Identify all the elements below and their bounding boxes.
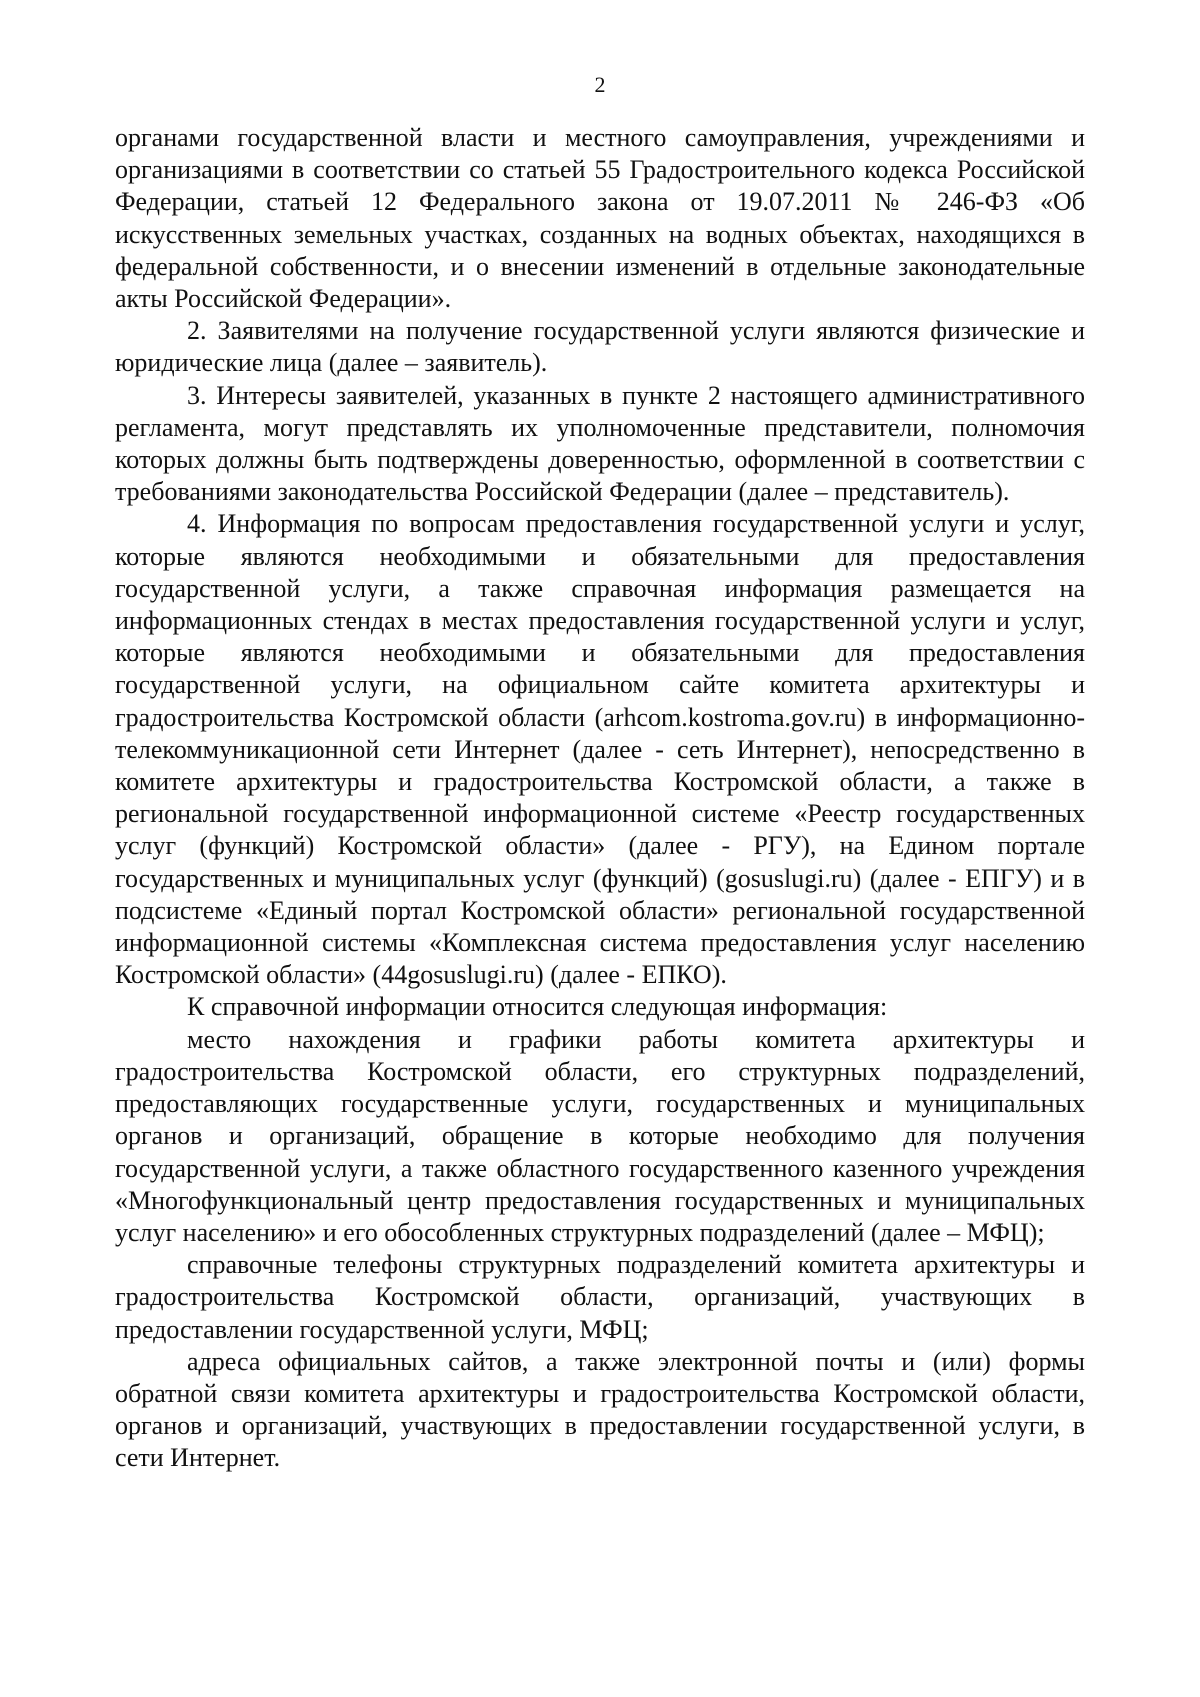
paragraph-continuation: органами государственной власти и местного самоуправления, учреждениями и организациями в соответствии со статьей 55 Градостроительного кодекса Российской Федерации, статьей 12 Федерального закона от 19.07.2011 № 246-ФЗ «Об искусственных земельных участках, созданных на водных объектах, находящихся в федеральной собственности, и о внесении изменений в отдельные законодательные акты Российской Федерации». [115, 123, 1085, 314]
paragraph-reference-phones: справочные телефоны структурных подразделений комитета архитектуры и градостроительства Костромской области, организаций, участвующих в предоставлении государственной услуги, МФЦ; [115, 1250, 1085, 1344]
page-number: 2 [594, 72, 606, 97]
paragraph-location-schedule: место нахождения и графики работы комитета архитектуры и градостроительства Костромской области, его структурных подразделений, предоставляющих государственные услуги, государственных и муниципальных органов и организаций, обращение в которые необходимо для получения государственной услуги, а также областного государственного казенного учреждения «Многофункциональный центр предоставления государственных и муниципальных услуг населению» и его обособленных структурных подразделений (далее – МФЦ); [115, 1024, 1085, 1247]
paragraph-reference-info-intro: К справочной информации относится следующая информация: [187, 992, 888, 1022]
paragraph-website-addresses: адреса официальных сайтов, а также электронной почты и (или) формы обратной связи комитета архитектуры и градостроительства Костромской области, органов и организаций, участвующих в предоставлении государственной услуги, в сети Интернет. [115, 1346, 1085, 1473]
document-body [115, 122, 1085, 1475]
paragraph-item-2-applicants: 2. Заявителями на получение государственной услуги являются физические и юридические лица (далее – заявитель). [115, 316, 1085, 378]
paragraph-item-3-representatives: 3. Интересы заявителей, указанных в пункте 2 настоящего административного регламента, могут представлять их уполномоченные представители, полномочия которых должны быть подтверждены доверенностью, оформленной в соответствии с требованиями законодательства Российской Федерации (далее – представитель). [115, 380, 1085, 507]
paragraph-item-4-information: 4. Информация по вопросам предоставления государственной услуги и услуг, которые являются необходимыми и обязательными для предоставления государственной услуги, а также справочная информация размещается на информационных стендах в местах предоставления государственной услуги и услуг, которые являются необходимыми и обязательными для предоставления государственной услуги, на официальном сайте комитета архитектуры и градостроительства Костромской области (arhcom.kostroma.gov.ru) в информационно-телекоммуникационной сети Интернет (далее - сеть Интернет), непосредственно в комитете архитектуры и градостроительства Костромской области, а также в региональной государственной информационной системе «Реестр государственных услуг (функций) Костромской области» (далее - РГУ), на Едином портале государственных и муниципальных услуг (функций) (gosuslugi.ru) (далее - ЕПГУ) и в подсистеме «Единый портал Костромской области» региональной государственной информационной системы «Комплексная система предоставления услуг населению Костромской области» (44gosuslugi.ru) (далее - ЕПКО). [115, 509, 1085, 990]
